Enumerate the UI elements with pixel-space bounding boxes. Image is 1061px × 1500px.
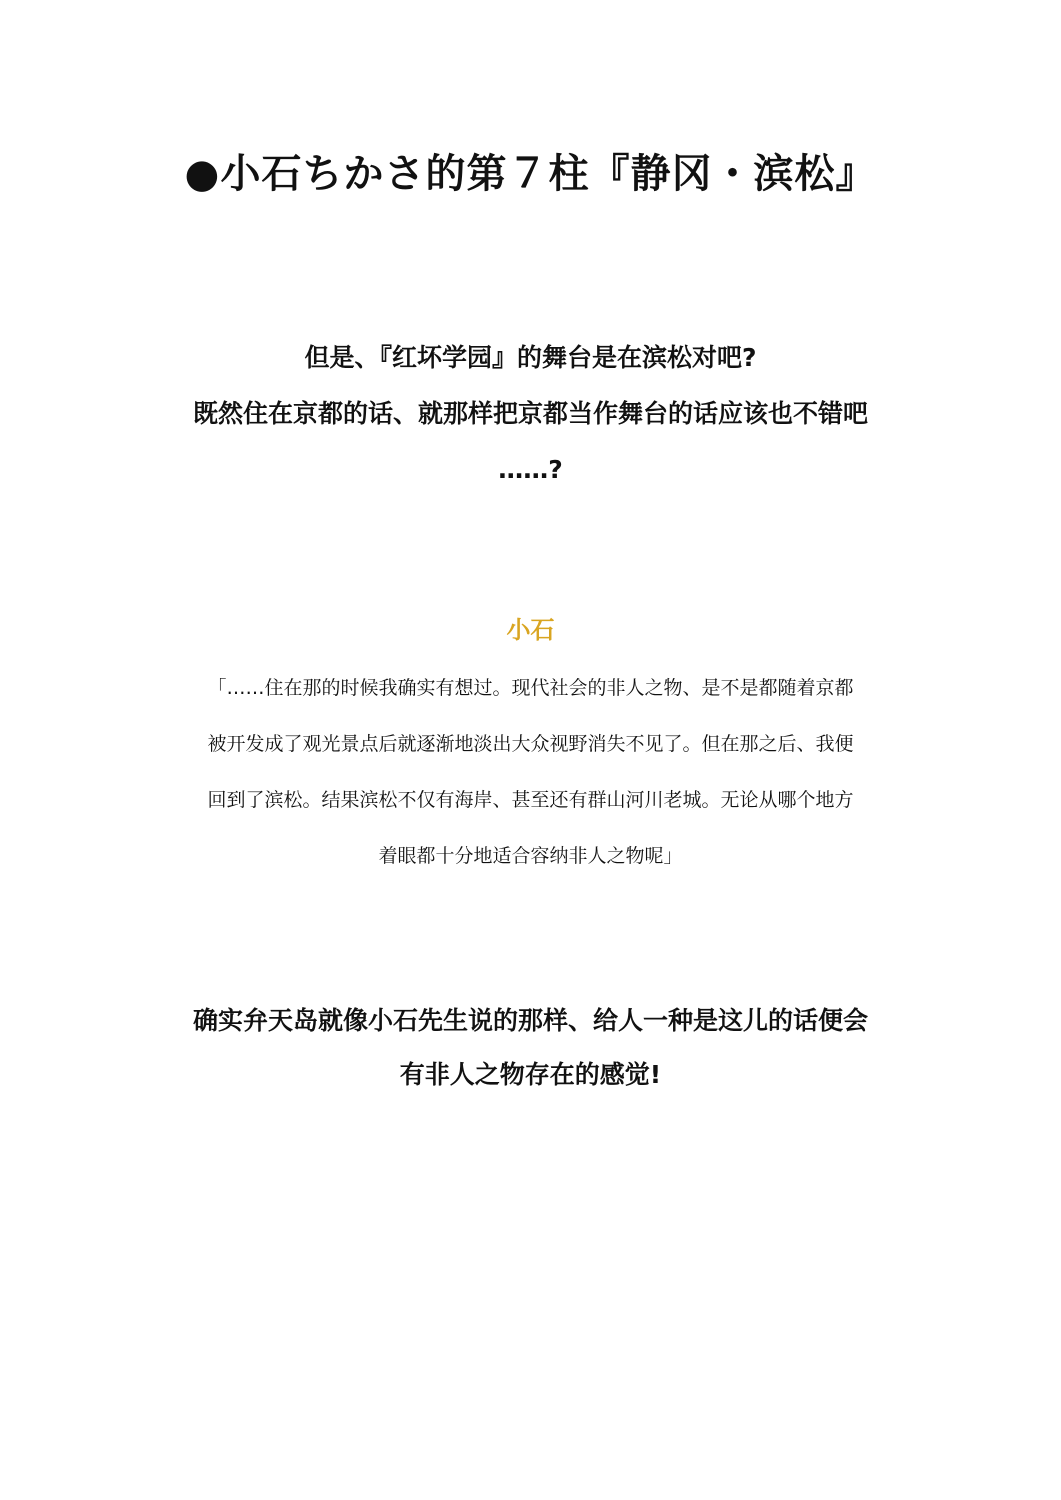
- question-line: 既然住在京都的话、就那样把京都当作舞台的话应该也不错吧: [192, 399, 868, 428]
- speaker-name: 小石: [506, 616, 555, 644]
- answer-line: 着眼都十分地适合容纳非人之物呢」: [378, 845, 683, 867]
- comment-line: 确实弁天岛就像小石先生说的那样、给人一种是这儿的话便会: [192, 1006, 868, 1035]
- interviewer-comment: [160, 994, 901, 1102]
- question-line: ……?: [498, 455, 563, 484]
- interviewer-question: [160, 330, 901, 498]
- speaker-answer: [160, 660, 901, 884]
- comment-line: 有非人之物存在的感觉!: [399, 1060, 662, 1089]
- answer-line: 被开发成了观光景点后就逐渐地淡出大众视野消失不见了。但在那之后、我便: [207, 733, 854, 755]
- answer-line: 「……住在那的时候我确实有想过。现代社会的非人之物、是不是都随着京都: [207, 677, 854, 699]
- question-line: 但是、『红坏学园』的舞台是在滨松对吧?: [304, 343, 757, 372]
- page-title: ●小石ちかさ的第７柱『静冈・滨松』: [184, 151, 877, 197]
- answer-line: 回到了滨松。结果滨松不仅有海岸、甚至还有群山河川老城。无论从哪个地方: [207, 789, 854, 811]
